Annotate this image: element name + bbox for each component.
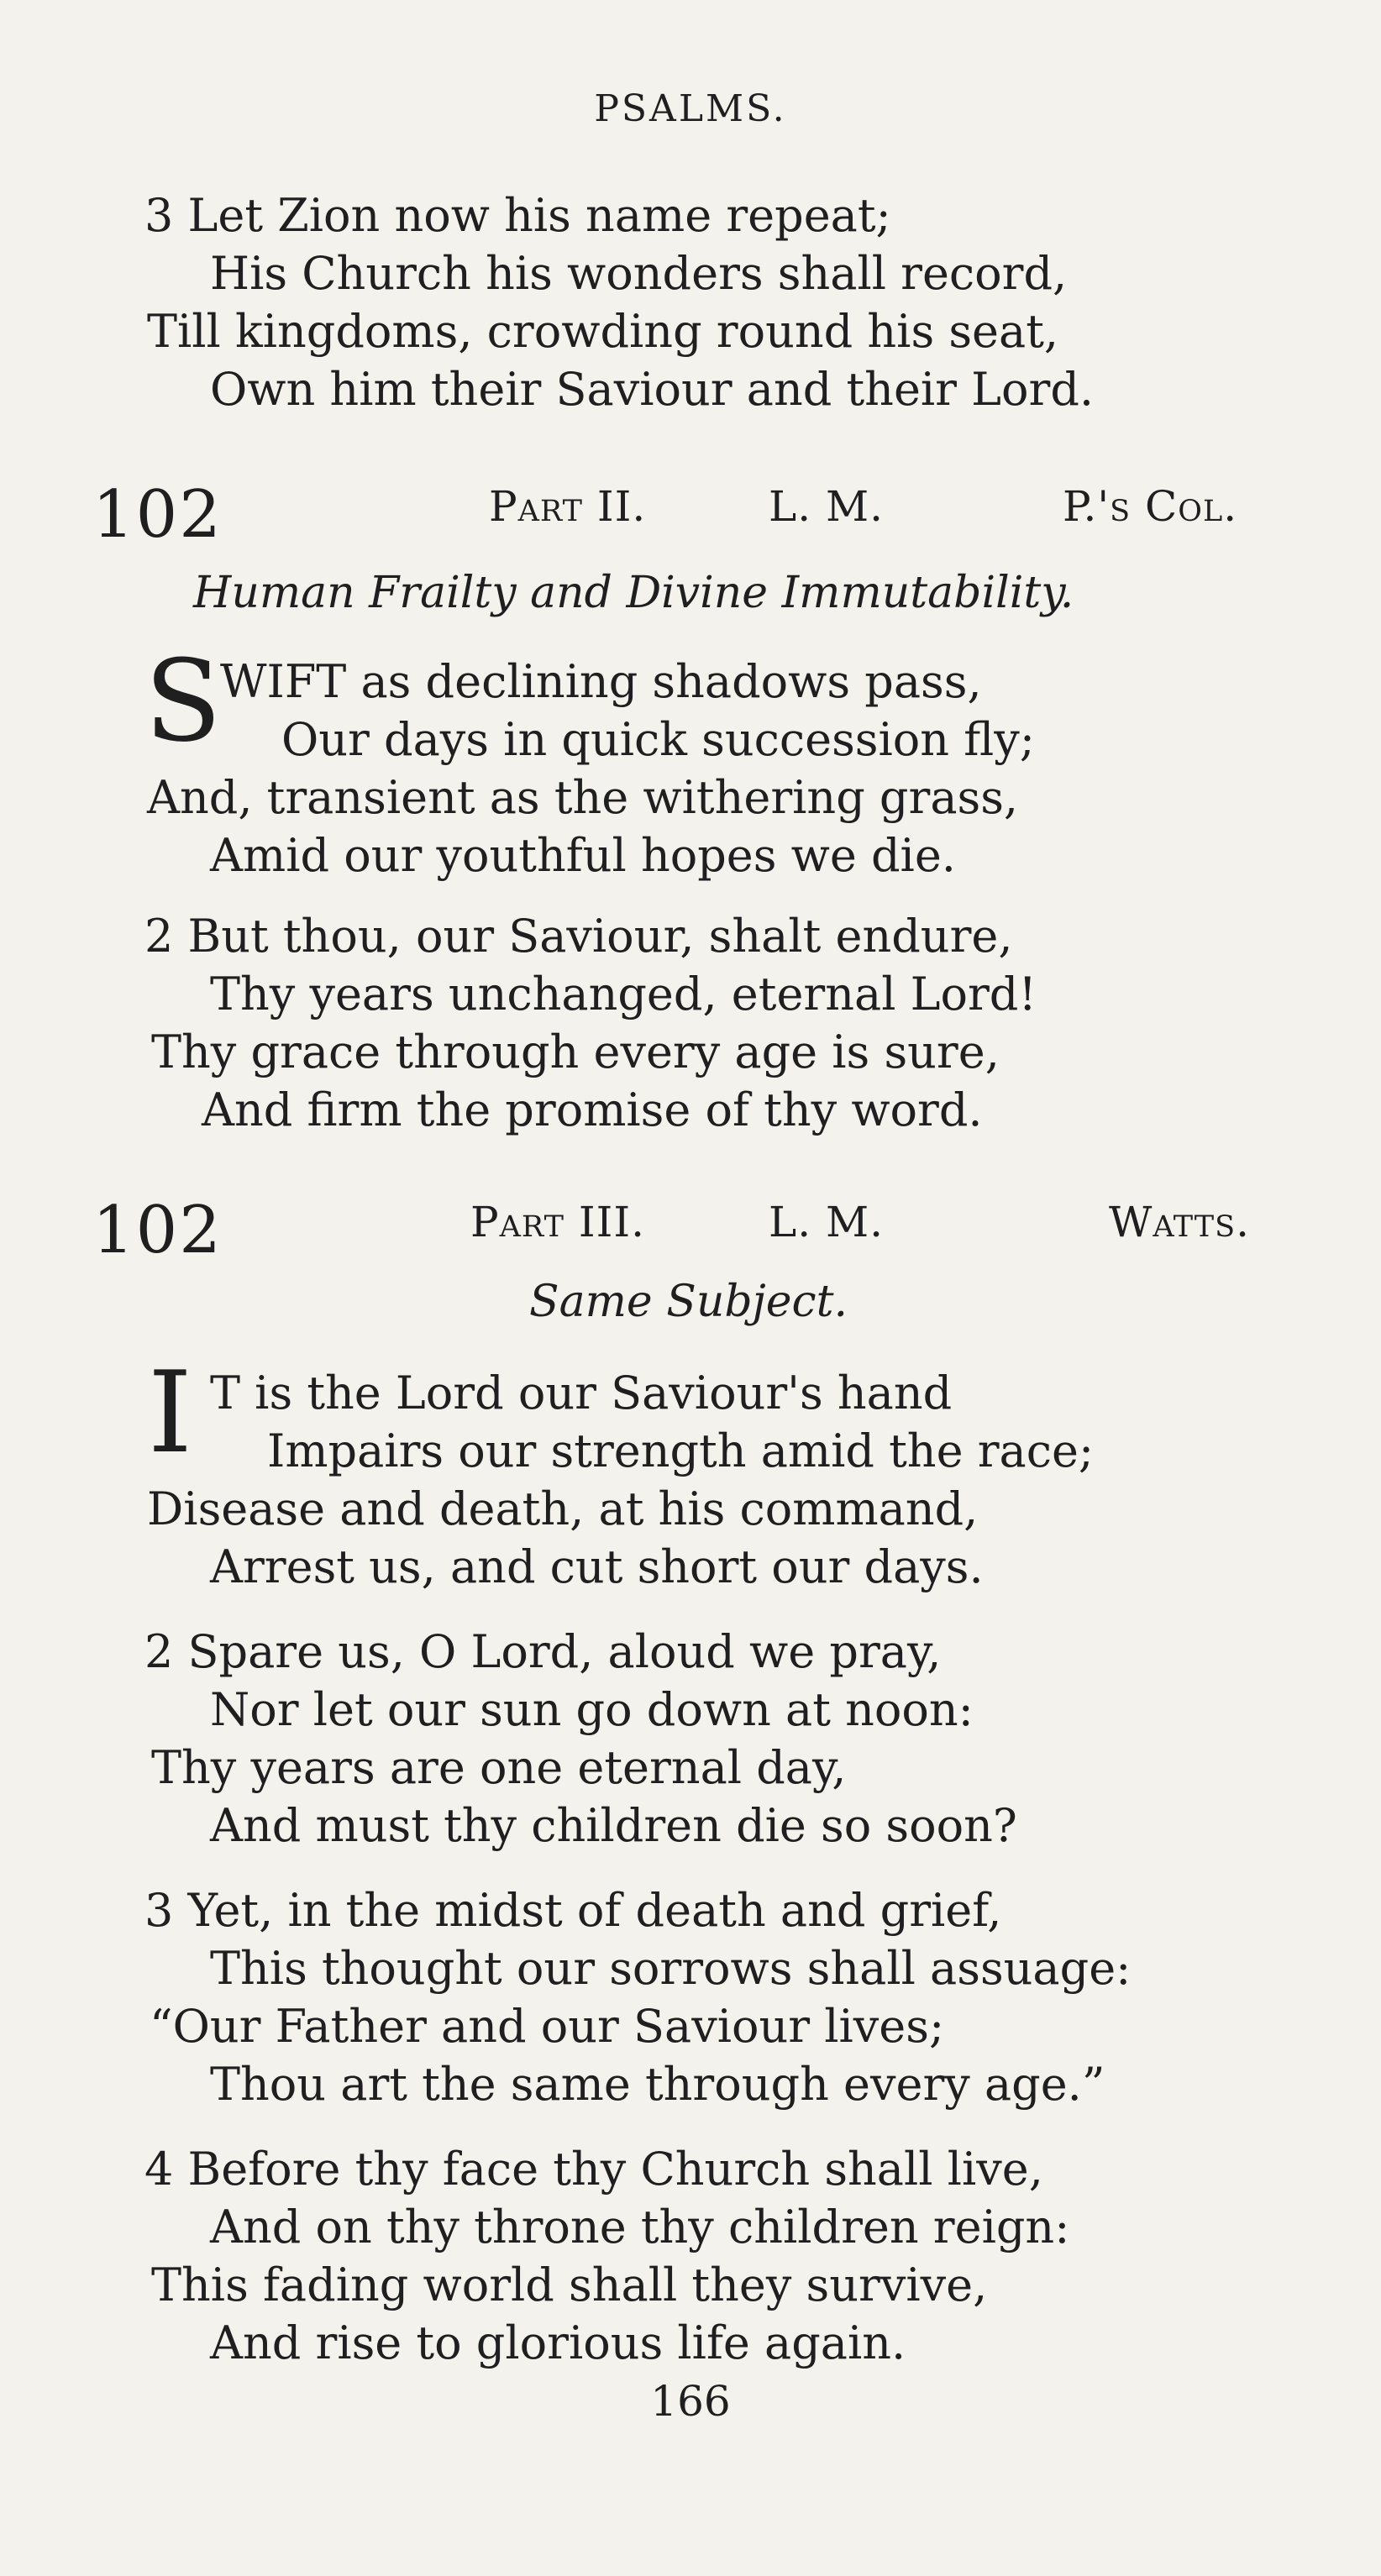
verse-line: Own him their Saviour and their Lord. bbox=[210, 363, 1095, 416]
verse-line: His Church his wonders shall record, bbox=[210, 247, 1068, 300]
verse-line: Thy years unchanged, eternal Lord! bbox=[210, 968, 1037, 1020]
drop-cap: I bbox=[148, 1347, 192, 1478]
verse-line: Our days in quick succession fly; bbox=[281, 713, 1035, 766]
hymn-number: 102 bbox=[92, 477, 223, 553]
verse-line: This fading world shall they survive, bbox=[151, 2259, 988, 2311]
verse-line: Thy years are one eternal day, bbox=[151, 1741, 847, 1794]
verse-line: And on thy throne thy children reign: bbox=[210, 2201, 1070, 2253]
verse-line: And firm the promise of thy word. bbox=[202, 1083, 983, 1136]
hymn-meter: L. M. bbox=[769, 482, 885, 531]
verse-line: WIFT as declining shadows pass, bbox=[220, 655, 982, 708]
hymn-part: Part III. bbox=[470, 1198, 646, 1246]
hymn-part: Part II. bbox=[489, 482, 647, 531]
verse-line: T is the Lord our Saviour's hand bbox=[210, 1367, 953, 1419]
running-head: PSALMS. bbox=[594, 87, 787, 130]
verse-line: This thought our sorrows shall assuage: bbox=[210, 1942, 1132, 1995]
verse-line: 3 Let Zion now his name repeat; bbox=[144, 189, 891, 242]
verse-line: Thy grace through every age is sure, bbox=[151, 1026, 1000, 1078]
verse-line: Arrest us, and cut short our days. bbox=[210, 1540, 984, 1593]
verse-line: Till kingdoms, crowding round his seat, bbox=[147, 305, 1059, 358]
verse-line: And must thy children die so soon? bbox=[210, 1799, 1017, 1852]
hymn-subtitle: Same Subject. bbox=[529, 1277, 848, 1327]
hymn-number: 102 bbox=[92, 1193, 223, 1268]
verse-line: 4 Before thy face thy Church shall live, bbox=[144, 2143, 1043, 2196]
verse-line: And rise to glorious life again. bbox=[210, 2316, 906, 2369]
verse-line: 2 But thou, our Saviour, shalt endure, bbox=[144, 910, 1013, 963]
verse-line: 2 Spare us, O Lord, aloud we pray, bbox=[144, 1625, 942, 1678]
page-number: 166 bbox=[650, 2377, 731, 2426]
verse-line: “Our Father and our Saviour lives; bbox=[150, 2000, 945, 2053]
verse-line: 3 Yet, in the midst of death and grief, bbox=[144, 1884, 1002, 1937]
drop-cap: S bbox=[144, 636, 222, 767]
hymn-subtitle: Human Frailty and Divine Immutability. bbox=[193, 568, 1074, 618]
hymn-author: Watts. bbox=[1109, 1198, 1250, 1246]
hymn-author: P.'s Col. bbox=[1063, 482, 1238, 531]
verse-line: Nor let our sun go down at noon: bbox=[210, 1683, 974, 1736]
verse-line: Thou art the same through every age.” bbox=[210, 2058, 1105, 2111]
hymn-meter: L. M. bbox=[769, 1198, 885, 1246]
verse-line: And, transient as the withering grass, bbox=[147, 771, 1019, 824]
verse-line: Impairs our strength amid the race; bbox=[267, 1424, 1095, 1477]
verse-line: Amid our youthful hopes we die. bbox=[210, 829, 956, 882]
verse-line: Disease and death, at his command, bbox=[147, 1482, 979, 1535]
